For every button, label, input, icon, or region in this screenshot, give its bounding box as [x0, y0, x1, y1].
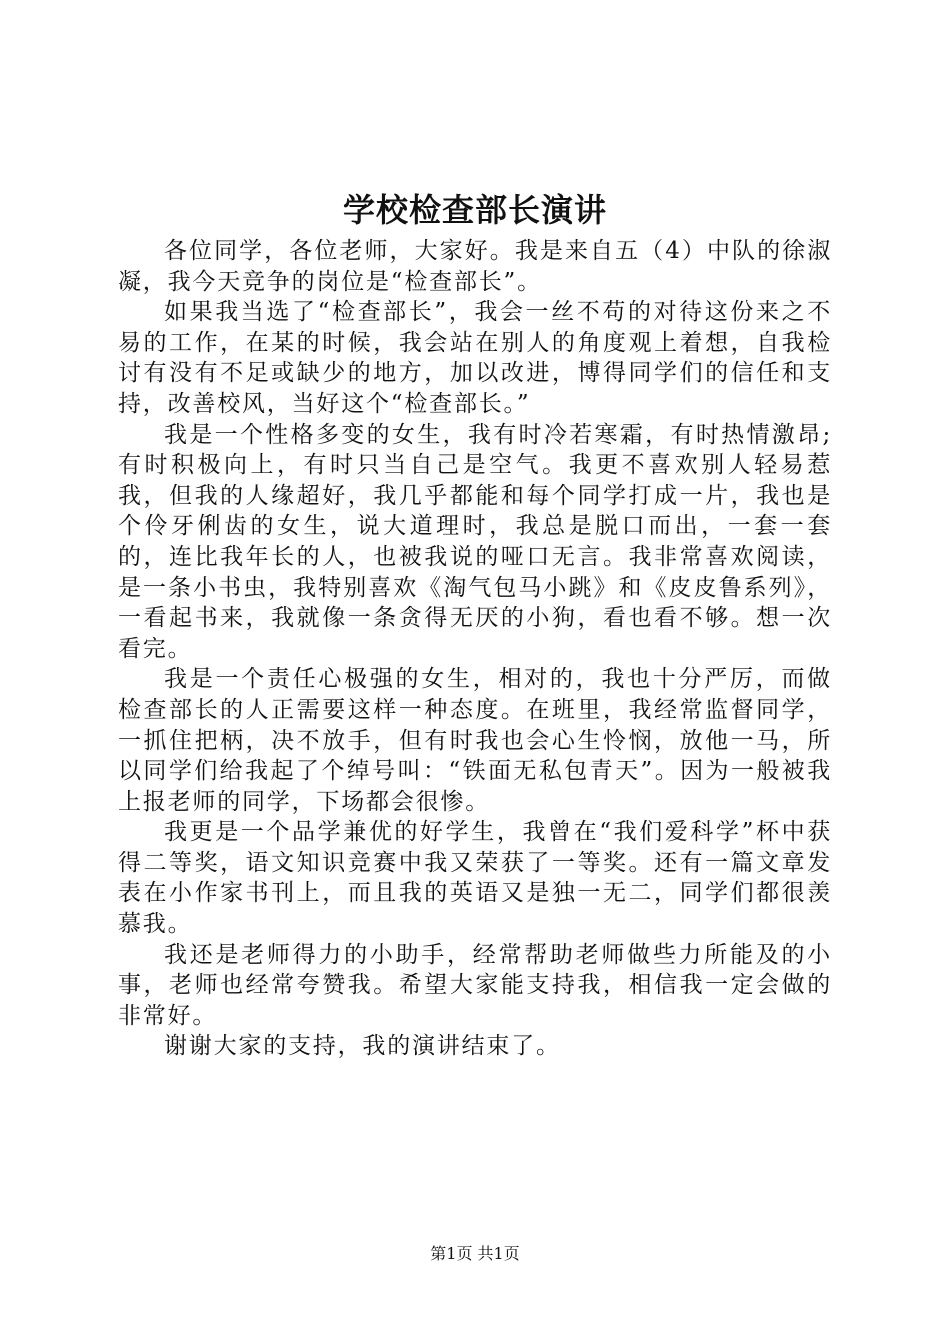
paragraph-if-elected: 如果我当选了“检查部长”，我会一丝不苟的对待这份来之不易的工作，在某的时候，我会站在别人的角度观上着想，自我检讨有没有不足或缺少的地方，加以改进，博得同学们的信任和支持，改善校风，当好这个“检查部长。”	[118, 299, 832, 417]
page-footer: 第1页 共1页	[430, 1244, 520, 1263]
paragraph-helper: 我还是老师得力的小助手，经常帮助老师做些力所能及的小事，老师也经常夸赞我。希望大家能支持我，相信我一定会做的非常好。	[118, 941, 832, 1029]
paragraph-personality: 我是一个性格多变的女生，我有时冷若寒霜，有时热情激昂;有时积极向上，有时只当自己是空气。我更不喜欢别人轻易惹我，但我的人缘超好，我几乎都能和每个同学打成一片，我也是个伶牙俐齿的女生，说大道理时，我总是脱口而出，一套一套的，连比我年长的人，也被我说的哑口无言。我非常喜欢阅读，是一条小书虫，我特别喜欢《淘气包马小跳》和《皮皮鲁系列》，一看起书来，我就像一条贪得无厌的小狗，看也看不够。想一次看完。	[118, 421, 832, 662]
paragraph-responsibility: 我是一个责任心极强的女生，相对的，我也十分严厉，而做检查部长的人正需要这样一种态度。在班里，我经常监督同学，一抓住把柄，决不放手，但有时我也会心生怜悯，放他一马，所以同学们给我起了个绰号叫：“铁面无私包青天”。因为一般被我上报老师的同学，下场都会很惨。	[118, 666, 832, 815]
paragraph-greeting: 各位同学，各位老师，大家好。我是来自五（4）中队的徐淑凝，我今天竞争的岗位是“检查部长”。	[118, 238, 832, 295]
document-body	[118, 236, 832, 1062]
document-title: 学校检查部长演讲	[342, 191, 607, 229]
paragraph-closing: 谢谢大家的支持，我的演讲结束了。	[164, 1033, 561, 1060]
paragraph-achievements: 我更是一个品学兼优的好学生，我曾在“我们爱科学”杯中获得二等奖，语文知识竞赛中我又荣获了一等奖。还有一篇文章发表在小作家书刊上，而且我的英语又是独一无二，同学们都很羡慕我。	[118, 819, 832, 938]
